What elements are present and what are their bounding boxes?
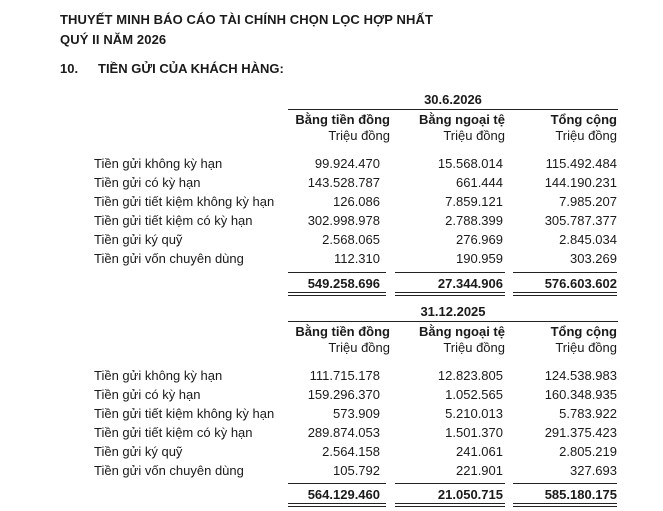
column-unit: Triệu đồng — [328, 128, 390, 143]
cell-total: 2.845.034 — [559, 232, 617, 247]
total-double-underline — [513, 503, 617, 507]
cell-vnd: 111.715.178 — [309, 368, 380, 383]
total-fx: 21.050.715 — [437, 487, 503, 502]
cell-fx: 2.788.399 — [445, 213, 503, 228]
cell-vnd: 143.528.787 — [307, 175, 380, 190]
cell-fx: 7.859.121 — [445, 194, 503, 209]
row-label: Tiền gửi tiết kiệm có kỳ hạn — [94, 425, 253, 440]
column-unit: Triệu đồng — [555, 128, 617, 143]
table-row — [0, 425, 663, 444]
cell-fx: 12.823.805 — [437, 368, 503, 383]
total-vnd: 549.258.696 — [307, 276, 380, 291]
row-label: Tiền gửi không kỳ hạn — [94, 156, 223, 171]
cell-vnd: 126.086 — [333, 194, 380, 209]
report-title: THUYẾT MINH BÁO CÁO TÀI CHÍNH CHỌN LỌC HỢP NHẤT — [60, 12, 434, 27]
cell-fx: 15.568.014 — [437, 156, 503, 171]
subtotal-line — [513, 272, 617, 273]
table-row — [0, 156, 663, 175]
column-header-total — [505, 324, 617, 356]
cell-total: 5.783.922 — [559, 406, 617, 421]
table-row — [0, 444, 663, 463]
row-label: Tiền gửi tiết kiệm không kỳ hạn — [94, 194, 275, 209]
cell-vnd: 302.998.978 — [307, 213, 380, 228]
subtotal-line — [288, 483, 386, 484]
report-period: QUÝ II NĂM 2026 — [60, 32, 167, 47]
cell-vnd: 99.924.470 — [314, 156, 380, 171]
cell-total: 2.805.219 — [559, 444, 617, 459]
cell-total: 160.348.935 — [544, 387, 617, 402]
column-header-fx — [390, 112, 505, 144]
cell-vnd: 105.792 — [333, 463, 380, 478]
total-total: 576.603.602 — [544, 276, 617, 291]
row-label: Tiền gửi có kỳ hạn — [94, 175, 201, 190]
total-total: 585.180.175 — [544, 487, 617, 502]
subtotal-line — [395, 483, 505, 484]
column-unit: Triệu đồng — [555, 340, 617, 355]
subtotal-line — [513, 483, 617, 484]
column-title: Bằng ngoại tệ — [419, 112, 505, 127]
table-row — [0, 213, 663, 232]
column-title: Tổng cộng — [550, 324, 617, 339]
column-title: Tổng cộng — [550, 112, 617, 127]
column-unit: Triệu đồng — [443, 340, 505, 355]
column-title: Bằng tiền đồng — [295, 112, 390, 127]
row-label: Tiền gửi ký quỹ — [94, 232, 183, 247]
period-header: 30.6.2026 — [424, 92, 482, 107]
column-header-fx — [390, 324, 505, 356]
cell-fx: 661.444 — [456, 175, 503, 190]
table-row — [0, 463, 663, 482]
total-double-underline — [288, 292, 386, 296]
cell-vnd: 2.568.065 — [322, 232, 380, 247]
cell-total: 115.492.484 — [545, 156, 617, 171]
cell-fx: 1.052.565 — [445, 387, 503, 402]
table-row — [0, 175, 663, 194]
section-number: 10. — [60, 61, 79, 76]
row-label: Tiền gửi ký quỹ — [94, 444, 183, 459]
cell-vnd: 2.564.158 — [322, 444, 380, 459]
cell-fx: 5.210.013 — [445, 406, 503, 421]
column-unit: Triệu đồng — [328, 340, 390, 355]
column-title: Bằng ngoại tệ — [419, 324, 505, 339]
table-row — [0, 406, 663, 425]
cell-vnd: 159.296.370 — [307, 387, 380, 402]
cell-total: 303.269 — [570, 251, 617, 266]
row-label: Tiền gửi tiết kiệm không kỳ hạn — [94, 406, 275, 421]
cell-total: 305.787.377 — [544, 213, 617, 228]
total-double-underline — [288, 503, 386, 507]
period-underline — [288, 109, 618, 110]
subtotal-line — [288, 272, 386, 273]
cell-total: 291.375.423 — [544, 425, 617, 440]
cell-fx: 221.901 — [456, 463, 503, 478]
cell-vnd: 112.310 — [333, 251, 380, 266]
cell-fx: 1.501.370 — [445, 425, 503, 440]
cell-fx: 241.061 — [456, 444, 503, 459]
row-label: Tiền gửi vốn chuyên dùng — [94, 463, 244, 478]
table-row — [0, 232, 663, 251]
cell-total: 144.190.231 — [544, 175, 617, 190]
column-header-vnd — [280, 112, 390, 144]
table-row — [0, 387, 663, 406]
row-label: Tiền gửi có kỳ hạn — [94, 387, 201, 402]
total-fx: 27.344.906 — [437, 276, 503, 291]
section-title: TIỀN GỬI CỦA KHÁCH HÀNG: — [98, 61, 284, 76]
row-label: Tiền gửi không kỳ hạn — [94, 368, 223, 383]
cell-total: 124.538.983 — [544, 368, 617, 383]
column-header-total — [505, 112, 617, 144]
total-double-underline — [395, 503, 505, 507]
row-label: Tiền gửi vốn chuyên dùng — [94, 251, 244, 266]
table-row — [0, 368, 663, 387]
row-label: Tiền gửi tiết kiệm có kỳ hạn — [94, 213, 253, 228]
column-header-vnd — [280, 324, 390, 356]
period-underline — [288, 321, 618, 322]
cell-vnd: 289.874.053 — [307, 425, 380, 440]
cell-vnd: 573.909 — [333, 406, 380, 421]
column-unit: Triệu đồng — [443, 128, 505, 143]
cell-total: 327.693 — [570, 463, 617, 478]
column-title: Bằng tiền đồng — [295, 324, 390, 339]
cell-total: 7.985.207 — [559, 194, 617, 209]
table-row — [0, 194, 663, 213]
total-vnd: 564.129.460 — [307, 487, 380, 502]
table-row — [0, 251, 663, 270]
cell-fx: 190.959 — [456, 251, 503, 266]
total-double-underline — [513, 292, 617, 296]
subtotal-line — [395, 272, 505, 273]
period-header: 31.12.2025 — [420, 304, 486, 319]
cell-fx: 276.969 — [456, 232, 503, 247]
total-double-underline — [395, 292, 505, 296]
